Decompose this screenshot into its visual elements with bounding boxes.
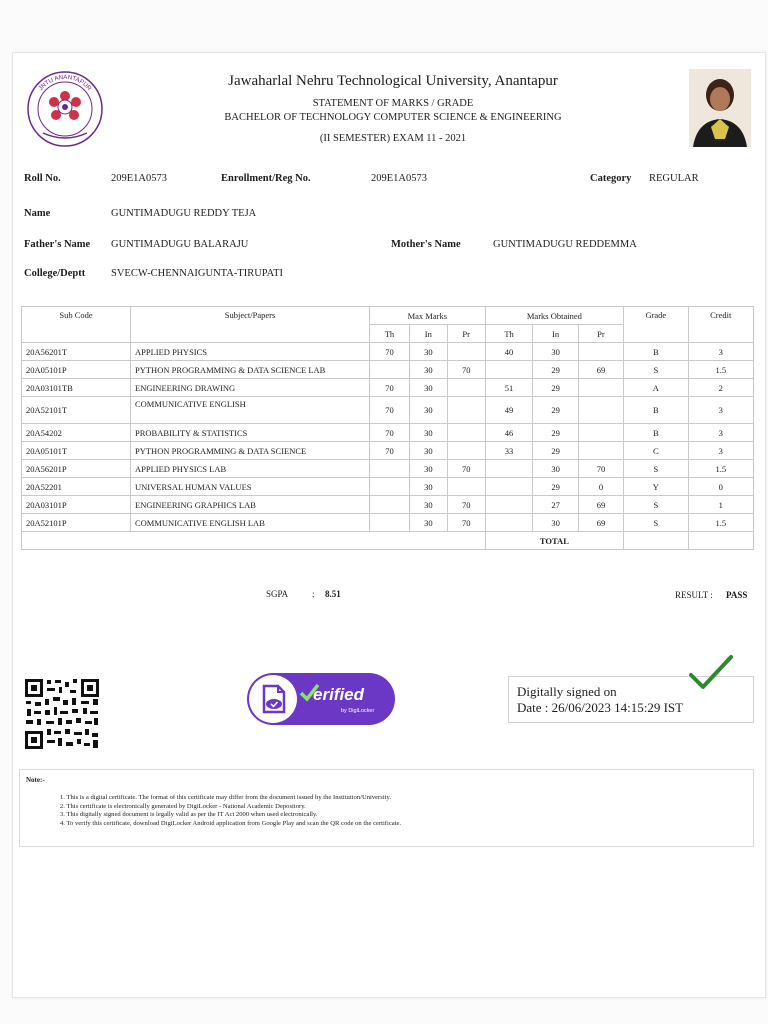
obtained-th: 46 — [485, 424, 533, 442]
subject: PYTHON PROGRAMMING & DATA SCIENCE — [131, 442, 370, 460]
header-sub-code: Sub Code — [22, 307, 131, 343]
obtained-pr: 70 — [578, 460, 623, 478]
subject: APPLIED PHYSICS LAB — [131, 460, 370, 478]
obtained-in: 29 — [533, 379, 578, 397]
subject: APPLIED PHYSICS — [131, 343, 370, 361]
subject: COMMUNICATIVE ENGLISH LAB — [131, 514, 370, 532]
max-in: 30 — [409, 397, 447, 424]
sub-code: 20A56201P — [22, 460, 131, 478]
obtained-in: 29 — [533, 361, 578, 379]
obtained-pr: 69 — [578, 361, 623, 379]
max-th: 70 — [370, 379, 410, 397]
note-item: 4. To verify this certificate, download DigiLocker Android application from Google Play and scan the QR code on the certificate. — [60, 819, 402, 827]
max-in: 30 — [409, 514, 447, 532]
table-row — [22, 379, 754, 397]
roll-label: Roll No. — [24, 173, 61, 184]
max-pr — [447, 397, 485, 424]
obtained-pr — [578, 397, 623, 424]
table-row — [22, 397, 754, 424]
grade: A — [624, 379, 688, 397]
table-header-row — [22, 307, 754, 325]
credit: 1.5 — [688, 514, 753, 532]
subject: UNIVERSAL HUMAN VALUES — [131, 478, 370, 496]
marks-table — [21, 306, 754, 550]
max-in: 30 — [409, 343, 447, 361]
grade: B — [624, 424, 688, 442]
college-label: College/Deptt — [24, 268, 86, 279]
obtained-th: 51 — [485, 379, 533, 397]
grade: B — [624, 397, 688, 424]
obtained-pr: 69 — [578, 496, 623, 514]
obtained-pr: 0 — [578, 478, 623, 496]
max-pr — [447, 424, 485, 442]
sgpa-separator: : — [312, 589, 315, 599]
obtained-in: 29 — [533, 397, 578, 424]
total-grade — [624, 532, 688, 550]
program-name: BACHELOR OF TECHNOLOGY COMPUTER SCIENCE & ENGINEERING — [224, 112, 562, 123]
father-name-label: Father's Name — [24, 239, 91, 250]
obtained-th — [485, 478, 533, 496]
green-check-icon — [689, 655, 733, 691]
document-check-icon — [249, 675, 297, 723]
max-in: 30 — [409, 478, 447, 496]
roll-value: 209E1A0573 — [111, 173, 167, 184]
credit: 1 — [688, 496, 753, 514]
max-th: 70 — [370, 343, 410, 361]
obtained-in: 30 — [533, 343, 578, 361]
credit: 1.5 — [688, 361, 753, 379]
qr-code[interactable] — [23, 677, 101, 751]
subject: PROBABILITY & STATISTICS — [131, 424, 370, 442]
max-th: 70 — [370, 424, 410, 442]
signature-date: Date : 26/06/2023 14:15:29 IST — [517, 700, 684, 715]
obtained-th: 49 — [485, 397, 533, 424]
grade: S — [624, 460, 688, 478]
verified-text: erified — [313, 685, 365, 704]
subject: COMMUNICATIVE ENGLISH — [131, 397, 370, 424]
university-name: Jawaharlal Nehru Technological University, Anantapur — [228, 73, 558, 89]
obtained-pr — [578, 343, 623, 361]
table-row — [22, 478, 754, 496]
obtained-pr — [578, 442, 623, 460]
grade: S — [624, 361, 688, 379]
sgpa-label: SGPA — [266, 589, 289, 599]
header-obtained-in: In — [533, 325, 578, 343]
student-photo — [689, 69, 751, 147]
header-marks-obtained: Marks Obtained — [485, 307, 623, 325]
note-item: 2. This certificate is electronically generated by DigiLocker - National Academic Depository. — [60, 802, 306, 810]
result-label: RESULT : — [675, 590, 713, 600]
obtained-in: 29 — [533, 424, 578, 442]
category-value: REGULAR — [649, 173, 699, 184]
max-th — [370, 460, 410, 478]
credit: 3 — [688, 343, 753, 361]
max-in: 30 — [409, 361, 447, 379]
enrollment-label: Enrollment/Reg No. — [221, 173, 311, 184]
table-row — [22, 424, 754, 442]
max-pr — [447, 343, 485, 361]
obtained-th: 40 — [485, 343, 533, 361]
signature-line1: Digitally signed on — [517, 684, 617, 699]
max-th — [370, 361, 410, 379]
sub-code: 20A03101TB — [22, 379, 131, 397]
max-pr — [447, 442, 485, 460]
credit: 3 — [688, 397, 753, 424]
header-max-in: In — [409, 325, 447, 343]
sub-code: 20A05101T — [22, 442, 131, 460]
max-in: 30 — [409, 424, 447, 442]
subject: ENGINEERING DRAWING — [131, 379, 370, 397]
max-in: 30 — [409, 460, 447, 478]
max-pr: 70 — [447, 361, 485, 379]
header-obtained-th: Th — [485, 325, 533, 343]
obtained-in: 29 — [533, 442, 578, 460]
table-row — [22, 460, 754, 478]
grade: Y — [624, 478, 688, 496]
header-grade: Grade — [624, 307, 688, 343]
total-spacer — [22, 532, 486, 550]
max-th: 70 — [370, 442, 410, 460]
max-in: 30 — [409, 496, 447, 514]
obtained-th: 33 — [485, 442, 533, 460]
max-th — [370, 496, 410, 514]
svg-text:JNTU ANANTAPUR: JNTU ANANTAPUR — [37, 73, 93, 93]
name-value: GUNTIMADUGU REDDY TEJA — [111, 208, 257, 219]
note-item: 1. This is a digital certificate. The format of this certificate may differ from the document issued by the Institution/University. — [60, 794, 392, 801]
notes-box — [19, 769, 754, 847]
header-obtained-pr: Pr — [578, 325, 623, 343]
obtained-pr — [578, 424, 623, 442]
obtained-pr — [578, 379, 623, 397]
notes-title: Note:- — [26, 776, 45, 784]
grade: B — [624, 343, 688, 361]
obtained-pr: 69 — [578, 514, 623, 532]
subject: ENGINEERING GRAPHICS LAB — [131, 496, 370, 514]
max-th — [370, 514, 410, 532]
statement-title: STATEMENT OF MARKS / GRADE — [312, 98, 474, 109]
digilocker-text: by DigiLocker — [341, 708, 375, 714]
table-row — [22, 343, 754, 361]
obtained-th — [485, 514, 533, 532]
header-max-marks: Max Marks — [370, 307, 486, 325]
subject: PYTHON PROGRAMMING & DATA SCIENCE LAB — [131, 361, 370, 379]
max-pr: 70 — [447, 460, 485, 478]
table-row — [22, 361, 754, 379]
obtained-th — [485, 496, 533, 514]
grade: S — [624, 514, 688, 532]
credit: 3 — [688, 424, 753, 442]
max-pr: 70 — [447, 514, 485, 532]
category-label: Category — [590, 173, 632, 184]
table-row — [22, 514, 754, 532]
credit: 1.5 — [688, 460, 753, 478]
max-th: 70 — [370, 397, 410, 424]
obtained-in: 30 — [533, 514, 578, 532]
max-pr: 70 — [447, 496, 485, 514]
credit: 2 — [688, 379, 753, 397]
father-name-value: GUNTIMADUGU BALARAJU — [111, 239, 249, 250]
table-row — [22, 442, 754, 460]
credit: 3 — [688, 442, 753, 460]
max-pr — [447, 379, 485, 397]
marks-statement-document — [12, 52, 766, 998]
credit: 0 — [688, 478, 753, 496]
max-pr — [447, 478, 485, 496]
sub-code: 20A05101P — [22, 361, 131, 379]
obtained-in: 29 — [533, 478, 578, 496]
sub-code: 20A03101P — [22, 496, 131, 514]
total-label: TOTAL — [485, 532, 623, 550]
sub-code: 20A54202 — [22, 424, 131, 442]
enrollment-value: 209E1A0573 — [371, 173, 427, 184]
sub-code: 20A52101P — [22, 514, 131, 532]
obtained-th — [485, 460, 533, 478]
grade: S — [624, 496, 688, 514]
obtained-th — [485, 361, 533, 379]
name-label: Name — [24, 208, 51, 219]
obtained-in: 30 — [533, 460, 578, 478]
max-th — [370, 478, 410, 496]
total-credit — [688, 532, 753, 550]
grade: C — [624, 442, 688, 460]
mother-name-label: Mother's Name — [391, 239, 461, 250]
mother-name-value: GUNTIMADUGU REDDEMMA — [493, 239, 637, 250]
sub-code: 20A52101T — [22, 397, 131, 424]
table-row — [22, 496, 754, 514]
max-in: 30 — [409, 442, 447, 460]
header-max-pr: Pr — [447, 325, 485, 343]
notes-list — [60, 794, 740, 828]
sgpa-value: 8.51 — [325, 589, 341, 599]
max-in: 30 — [409, 379, 447, 397]
sub-code: 20A52201 — [22, 478, 131, 496]
obtained-in: 27 — [533, 496, 578, 514]
header-subject: Subject/Papers — [131, 307, 370, 343]
total-row — [22, 532, 754, 550]
result-value: PASS — [726, 590, 748, 600]
college-value: SVECW-CHENNAIGUNTA-TIRUPATI — [111, 268, 284, 279]
sub-code: 20A56201T — [22, 343, 131, 361]
header-max-th: Th — [370, 325, 410, 343]
exam-session: (II SEMESTER) EXAM 11 - 2021 — [319, 133, 467, 144]
note-item: 3. This digitally signed document is legally valid as per the IT Act 2000 when used electronically. — [60, 811, 318, 819]
header-credit: Credit — [688, 307, 753, 343]
